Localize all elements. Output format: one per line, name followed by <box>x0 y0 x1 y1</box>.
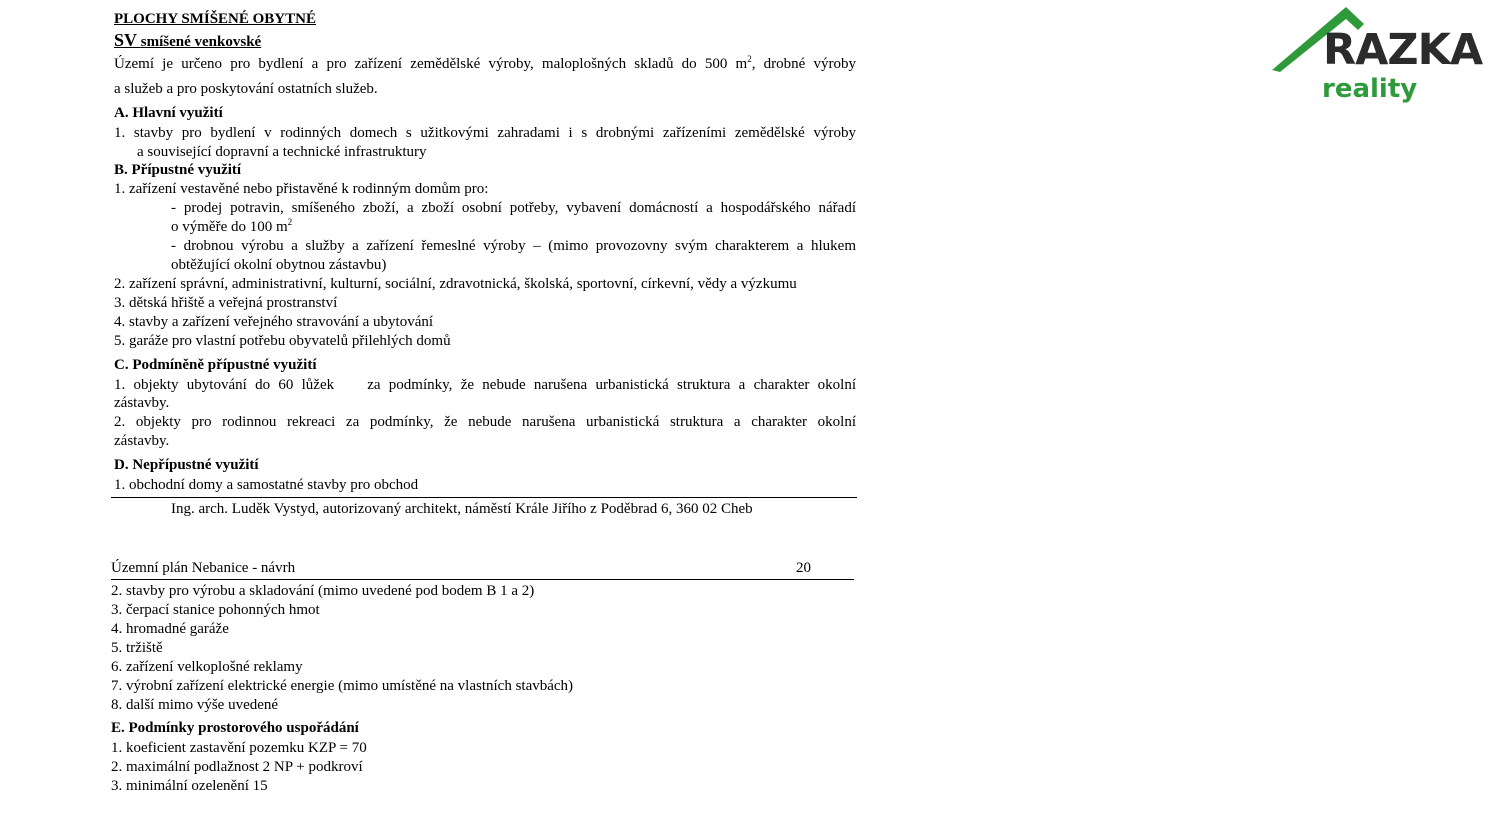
section-d-item-6: 6. zařízení velkoplošné reklamy <box>111 659 303 675</box>
section-c-item-2-line-1: 2. objekty pro rodinnou rekreaci za podmínky, že nebude narušena urbanistická struktura a charakter okolní <box>114 414 856 430</box>
footer-author: Ing. arch. Luděk Vystyd, autorizovaný architekt, náměstí Krále Jiřího z Poděbrad 6, 360 02 Cheb <box>171 501 753 517</box>
section-b-sub-1-line-1: - prodej potravin, smíšeného zboží, a zboží osobní potřeby, vybavení domácností a hospodářského nářadí <box>171 200 856 216</box>
section-e-item-2: 2. maximální podlažnost 2 NP + podkroví <box>111 759 363 775</box>
section-d-item-5: 5. tržiště <box>111 640 163 656</box>
subheading-code: SV <box>114 30 138 50</box>
section-d-item-2: 2. stavby pro výrobu a skladování (mimo uvedené pod bodem B 1 a 2) <box>111 583 535 599</box>
section-b-item-2: 2. zařízení správní, administrativní, kulturní, sociální, zdravotnická, školská, sportovní, církevní, vědy a výzkumu <box>114 276 797 292</box>
section-b-item-4: 4. stavby a zařízení veřejného stravování a ubytování <box>114 314 434 330</box>
logo-brand-text: RAZKA <box>1323 25 1483 75</box>
section-d-title: D. Nepřípustné využití <box>114 457 259 473</box>
logo-sub-text: reality <box>1322 74 1418 104</box>
subheading <box>114 31 261 52</box>
razka-reality-logo <box>1268 4 1488 108</box>
section-e-title: E. Podmínky prostorového uspořádání <box>111 720 359 736</box>
page-header-title: Územní plán Nebanice - návrh <box>111 560 296 576</box>
intro-line-2: a služeb a pro poskytování ostatních služeb. <box>114 81 378 97</box>
section-b-item-3: 3. dětská hřiště a veřejná prostranství <box>114 295 338 311</box>
section-c-title: C. Podmíněně přípustné využití <box>114 357 317 373</box>
section-a-item-1-line-2: a související dopravní a technické infrastruktury <box>137 144 427 160</box>
section-c-item-1-line-1: 1. objekty ubytování do 60 lůžek za podmínky, že nebude narušena urbanistická struktura a charakter okolní <box>114 377 856 393</box>
section-heading: PLOCHY SMÍŠENÉ OBYTNÉ <box>114 11 316 27</box>
section-e-item-1: 1. koeficient zastavění pozemku KZP = 70 <box>111 740 367 756</box>
section-a-item-1-line-1: 1. stavby pro bydlení v rodinných domech s užitkovými zahradami i s drobnými zařízeními zemědělské výroby <box>114 125 856 141</box>
section-d-item-1: 1. obchodní domy a samostatné stavby pro obchod <box>114 477 419 493</box>
section-d-item-7: 7. výrobní zařízení elektrické energie (mimo umístěné na vlastních stavbách) <box>111 678 574 694</box>
header-divider <box>111 579 854 580</box>
section-d-item-8: 8. další mimo výše uvedené <box>111 697 279 713</box>
section-e-item-3: 3. minimální ozelenění 15 <box>111 778 268 794</box>
section-d-item-4: 4. hromadné garáže <box>111 621 229 637</box>
intro-line-1: Území je určeno pro bydlení a pro zařízení zemědělské výroby, maloplošných skladů do 500 $m^2$, drobné výroby <box>114 54 856 72</box>
section-a-title: A. Hlavní využití <box>114 105 223 121</box>
page-number: 20 <box>796 560 811 576</box>
section-b-item-1: 1. zařízení vestavěné nebo přistavěné k rodinným domům pro: <box>114 181 489 197</box>
subheading-name: smíšené venkovské <box>140 34 262 50</box>
section-b-sub-1-line-2: o výměře do 100 $m^2$ <box>171 217 293 235</box>
section-b-item-5: 5. garáže pro vlastní potřebu obyvatelů přilehlých domů <box>114 333 451 349</box>
section-d-item-3: 3. čerpací stanice pohonných hmot <box>111 602 320 618</box>
section-b-sub-2-line-2: obtěžující okolní obytnou zástavbu) <box>171 257 387 273</box>
section-b-sub-2-line-1: - drobnou výrobu a služby a zařízení řemeslné výroby – (mimo provozovny svým charakterem a hlukem <box>171 238 856 254</box>
section-c-item-1-line-2: zástavby. <box>114 395 170 411</box>
section-c-item-2-line-2: zástavby. <box>114 433 170 449</box>
footer-divider <box>111 497 857 498</box>
section-b-title: B. Přípustné využití <box>114 162 242 178</box>
